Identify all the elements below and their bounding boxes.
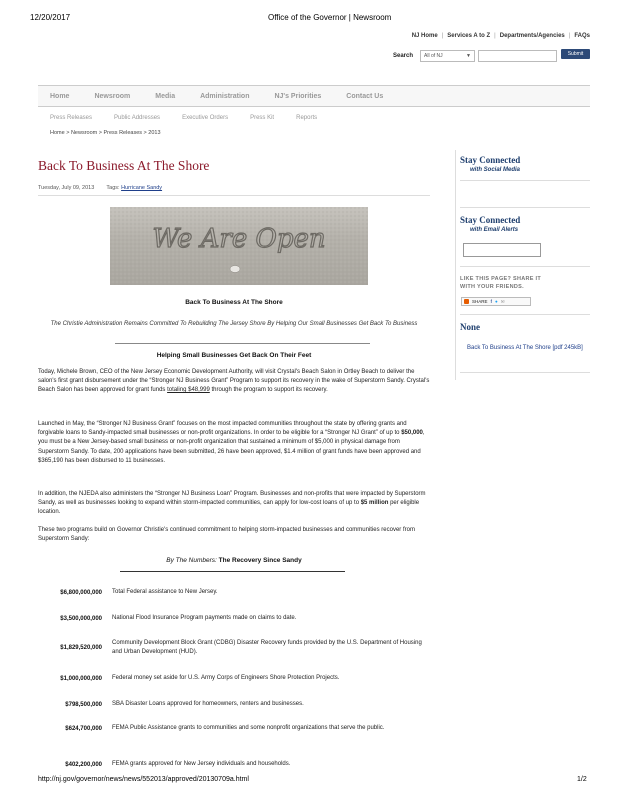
sub-nav (38, 110, 590, 126)
email-alerts-link[interactable]: with Email Alerts (470, 227, 519, 233)
tags-label: Tags: (106, 185, 120, 191)
top-link-faqs[interactable]: FAQs (574, 33, 590, 39)
numbers-description: Federal money set aside for U.S. Army Corps of Engineers Shore Protection Projects. (112, 675, 340, 681)
hero-sand-writing: We Are Open (152, 224, 326, 254)
search-submit-button[interactable]: Submit (561, 49, 590, 59)
numbers-row (38, 588, 430, 597)
stay-connected-email-title: Stay Connected (460, 215, 521, 225)
numbers-description: Total Federal assistance to New Jersey. (112, 589, 218, 595)
numbers-row (38, 639, 430, 657)
nav-administration[interactable]: Administration (200, 92, 250, 100)
nav-priorities[interactable]: NJ's Priorities (274, 92, 322, 100)
divider (120, 571, 345, 572)
numbers-description: FEMA Public Assistance grants to communities and some nonprofit organizations that serve the public. (112, 725, 385, 731)
nav-newsroom[interactable]: Newsroom (94, 92, 131, 100)
main-nav (38, 85, 590, 107)
divider (460, 372, 590, 373)
nav-contact[interactable]: Contact Us (346, 92, 384, 100)
numbers-description: Community Development Block Grant (CDBG) Disaster Recovery funds provided by the U.S. Department of Housing and Urban Development (HUD). (112, 640, 422, 655)
social-media-link[interactable]: with Social Media (470, 167, 521, 173)
numbers-description: FEMA grants approved for New Jersey individuals and households. (112, 761, 291, 767)
image-subcaption: The Christie Administration Remains Committed To Rebuilding The Jersey Shore By Helping Our Small Businesses Get Back To Business (50, 321, 418, 327)
paragraph-2-bold: $50,000 (401, 430, 423, 437)
top-link-services[interactable]: Services A to Z (447, 33, 491, 39)
divider (460, 207, 590, 208)
page-title: Back To Business At The Shore (38, 158, 210, 173)
divider (460, 266, 590, 267)
hero-image (110, 207, 368, 285)
subnav-press-releases[interactable]: Press Releases (50, 115, 93, 121)
paragraph-2 (38, 420, 430, 466)
divider (460, 314, 590, 315)
numbers-amount: $6,800,000,000 (60, 589, 102, 596)
paragraph-1-text-a: Today, Michele Brown, CEO of the New Jersey Economic Development Authority, will visit Crystal's Beach Salon in Ortley Beach to deliver the salon's first grant disbursement under the “Stronger NJ Business Grant” Program to support its recovery in the wake of Superstorm Sandy. Crystal's Beach Salon has been approved for grant funds (38, 369, 430, 394)
breadcrumb[interactable]: Home > Newsroom > Press Releases > 2013 (50, 130, 161, 136)
paragraph-3-text-a: In addition, the NJEDA also administers the “Stronger NJ Business Loan” Program. Businesses and non-profits that were impacted by Superstorm Sandy, as well as businesses looking to expand within storm-impacted communities, can apply for low-cost loans of up to (38, 491, 426, 507)
share-prompt-line-2: WITH YOUR FRIENDS. (460, 284, 524, 290)
top-link-departments[interactable]: Departments/Agencies (499, 33, 565, 39)
paragraph-3-text-b: per eligible location. (38, 500, 420, 516)
paragraph-3 (38, 490, 430, 518)
numbers-description: SBA Disaster Loans approved for homeowners, renters and businesses. (112, 701, 304, 707)
email-field[interactable] (463, 243, 541, 257)
numbers-amount: $1,829,520,000 (60, 645, 102, 651)
numbers-amount: $402,200,000 (65, 761, 102, 768)
print-date: 12/20/2017 (30, 13, 71, 22)
paragraph-1 (38, 368, 430, 396)
share-button[interactable] (461, 297, 531, 306)
numbers-amount: $1,000,000,000 (60, 675, 102, 682)
paragraph-3-bold: $5 million (360, 500, 389, 507)
divider (460, 180, 590, 181)
stay-connected-social-title: Stay Connected (460, 155, 521, 165)
twitter-icon: ● (495, 299, 498, 304)
grant-amount-link[interactable]: totaling $48,999 (167, 387, 210, 394)
numbers-row (38, 760, 430, 769)
divider (115, 343, 370, 344)
numbers-row (38, 614, 430, 623)
subnav-press-kit[interactable]: Press Kit (250, 115, 275, 121)
print-footer-url: http://nj.gov/governor/news/news/552013/approved/20130709a.html (38, 776, 249, 783)
nav-home[interactable]: Home (50, 92, 70, 100)
paragraph-2-text-b: , you must be a New Jersey-based small business or non-profit organization that sustained a minimum of $5,000 in physical damage from Superstorm Sandy. To date, 200 applications have been submitted, 26 have been approved, $1.4 million of grant funds have been approved and $365,190 has been disbursed to 11 businesses. (38, 430, 425, 464)
print-page-number: 1/2 (577, 776, 587, 783)
search-scope-select[interactable] (420, 50, 475, 62)
facebook-icon: f (490, 299, 493, 304)
numbers-amount: $798,500,000 (65, 701, 102, 708)
nav-media[interactable]: Media (155, 92, 176, 100)
email-icon: ✉ (500, 298, 505, 304)
subnav-reports[interactable]: Reports (296, 115, 318, 121)
numbers-row (38, 674, 430, 683)
search-label: Search (393, 53, 414, 59)
share-label: SHARE (472, 299, 488, 304)
by-numbers-label: By The Numbers: (166, 557, 217, 564)
by-numbers-heading (38, 557, 430, 564)
share-prompt (460, 275, 541, 291)
search-scope-value: All of NJ (424, 53, 443, 59)
section-heading: Helping Small Businesses Get Back On Their Feet (156, 352, 312, 359)
numbers-row (38, 724, 430, 733)
document-link[interactable]: Back To Business At The Shore [pdf 245kB] (467, 345, 583, 351)
paragraph-1-text-b: through the program to support its recovery. (209, 387, 328, 394)
share-icon (464, 299, 469, 304)
image-caption: Back To Business At The Shore (185, 299, 283, 306)
tag-link[interactable]: Hurricane Sandy (121, 185, 163, 191)
subnav-executive-orders[interactable]: Executive Orders (182, 115, 229, 121)
paragraph-2-text-a: Launched in May, the “Stronger NJ Business Grant” focuses on the most impacted communities throughout the state by offering grants and forgivable loans to Sandy-impacted small businesses or non-profit organizations. In order to be eligible for a “Stronger NJ Grant” of up to (38, 421, 407, 437)
numbers-amount: $3,500,000,000 (60, 615, 102, 622)
share-prompt-line-1: LIKE THIS PAGE? SHARE IT (460, 276, 542, 282)
top-link-nj-home[interactable]: NJ Home (411, 33, 438, 39)
top-links: NJ Home | Services A to Z | Departments/Agencies | FAQs (411, 33, 590, 39)
numbers-description: National Flood Insurance Program payments made on claims to date. (112, 615, 297, 621)
article-date: Tuesday, July 09, 2013 (38, 185, 95, 191)
search-input[interactable] (478, 50, 557, 62)
chevron-down-icon: ▼ (466, 53, 471, 59)
divider (38, 195, 430, 196)
article-dateline (38, 185, 162, 191)
print-title: Office of the Governor | Newsroom (268, 13, 392, 22)
related-title: None (460, 322, 480, 332)
subnav-public-addresses[interactable]: Public Addresses (114, 115, 161, 121)
paragraph-4: These two programs build on Governor Christie's continued commitment to helping storm-impacted businesses and communities recover from Superstorm Sandy: (38, 527, 415, 543)
by-numbers-title: The Recovery Since Sandy (218, 557, 302, 564)
numbers-amount: $624,700,000 (65, 725, 102, 732)
numbers-row (38, 700, 430, 709)
column-divider (455, 150, 456, 380)
